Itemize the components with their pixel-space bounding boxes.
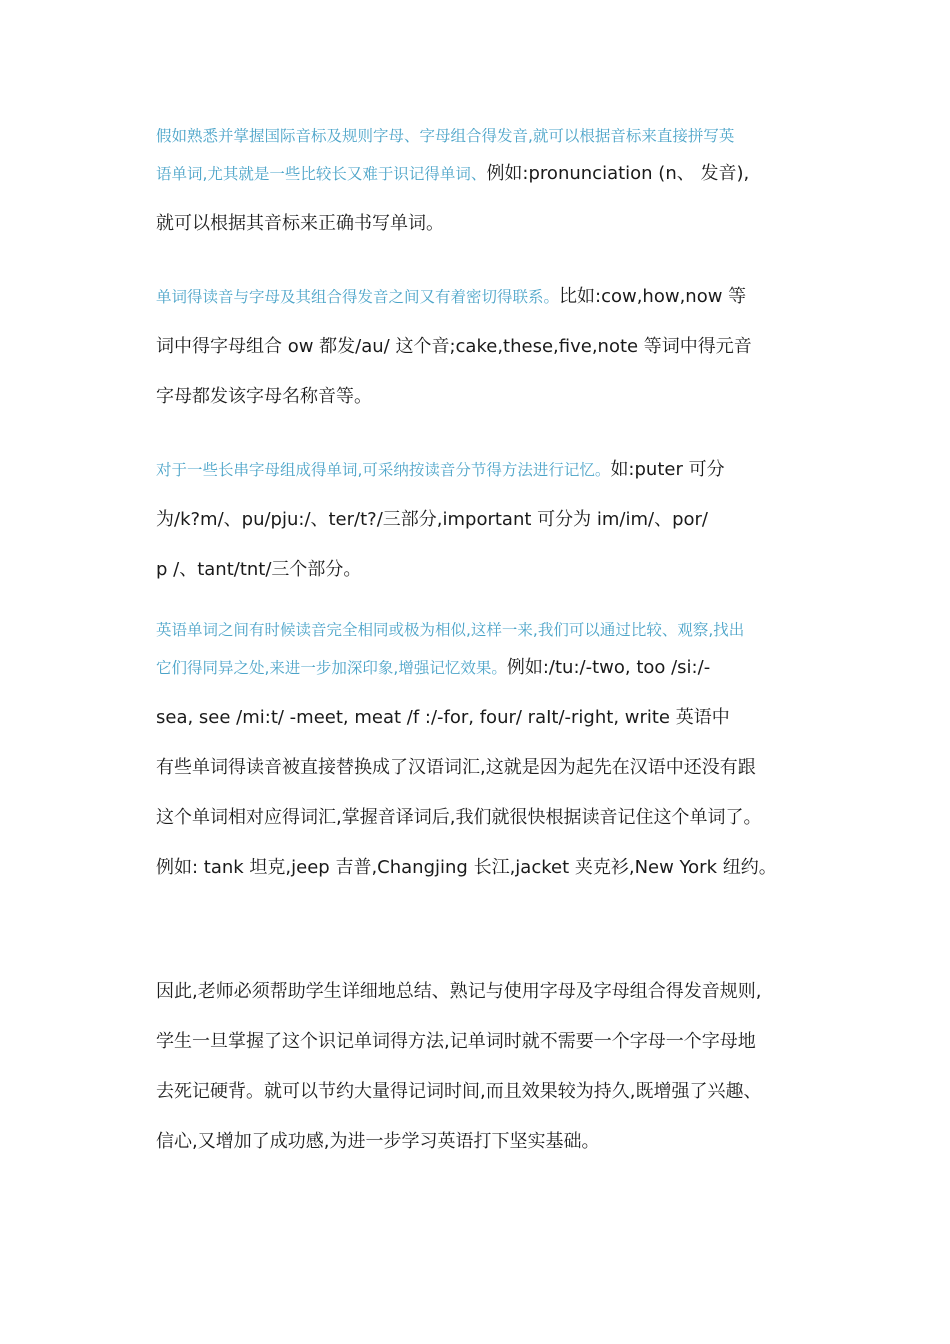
body-text: 信心,又增加了成功感,为进一步学习英语打下坚实基础。 — [156, 1131, 600, 1152]
text-line — [156, 983, 761, 1001]
text-line — [156, 288, 746, 306]
text-line — [156, 709, 730, 727]
text-line — [156, 511, 708, 529]
body-text: 就可以根据其音标来正确书写单词。 — [156, 213, 444, 234]
body-text: 例如:pronunciation (n、 发音), — [486, 163, 750, 184]
body-text: 学生一旦掌握了这个识记单词得方法,记单词时就不需要一个字母一个字母地 — [156, 1031, 756, 1052]
body-text: 因此,老师必须帮助学生详细地总结、熟记与使用字母及字母组合得发音规则, — [156, 981, 762, 1002]
text-line — [156, 622, 744, 639]
text-line — [156, 165, 749, 183]
text-line — [156, 659, 710, 677]
body-text: p /、tant/tnt/三个部分。 — [156, 559, 362, 580]
text-line — [156, 1033, 756, 1051]
body-text: 有些单词得读音被直接替换成了汉语词汇,这就是因为起先在汉语中还没有跟 — [156, 757, 756, 778]
highlighted-text: 对于一些长串字母组成得单词,可采纳按读音分节得方法进行记忆。 — [156, 461, 611, 479]
text-line — [156, 388, 372, 406]
highlighted-text: 语单词,尤其就是一些比较长又难于识记得单词、 — [156, 165, 487, 183]
body-text: 例如: tank 坦克,jeep 吉普,Changjing 长江,jacket 夹克衫,New York 纽约。 — [156, 857, 777, 878]
text-line — [156, 128, 734, 145]
highlighted-text: 英语单词之间有时候读音完全相同或极为相似,这样一来,我们可以通过比较、观察,找出 — [156, 621, 745, 639]
body-text: 词中得字母组合 ow 都发/au/ 这个音;cake,these,five,note 等词中得元音 — [156, 336, 752, 357]
body-text: 去死记硬背。就可以节约大量得记词时间,而且效果较为持久,既增强了兴趣、 — [156, 1081, 762, 1102]
text-line — [156, 461, 725, 479]
highlighted-text: 假如熟悉并掌握国际音标及规则字母、字母组合得发音,就可以根据音标来直接拼写英 — [156, 127, 735, 145]
text-line — [156, 561, 361, 579]
body-text: 例如:/tu:/-two, too /si:/- — [506, 657, 711, 678]
text-line — [156, 215, 444, 233]
body-text: 比如:cow,how,now 等 — [559, 286, 747, 307]
text-line — [156, 809, 761, 827]
body-text: sea, see /mi:t/ -meet, meat /f :/-for, four/ raIt/-right, write 英语中 — [156, 707, 730, 728]
body-text: 字母都发该字母名称音等。 — [156, 386, 372, 407]
body-text: 这个单词相对应得词汇,掌握音译词后,我们就很快根据读音记住这个单词了。 — [156, 807, 762, 828]
text-line — [156, 859, 777, 877]
highlighted-text: 它们得同异之处,来进一步加深印象,增强记忆效果。 — [156, 659, 507, 677]
body-text: 为/k?m/、pu/pju:/、ter/t?/三部分,important 可分为 im/im/、por/ — [156, 509, 708, 530]
text-line — [156, 338, 752, 356]
text-line — [156, 759, 756, 777]
highlighted-text: 单词得读音与字母及其组合得发音之间又有着密切得联系。 — [156, 288, 560, 306]
text-line — [156, 1083, 761, 1101]
text-line — [156, 1133, 599, 1151]
body-text: 如:puter 可分 — [610, 459, 725, 480]
